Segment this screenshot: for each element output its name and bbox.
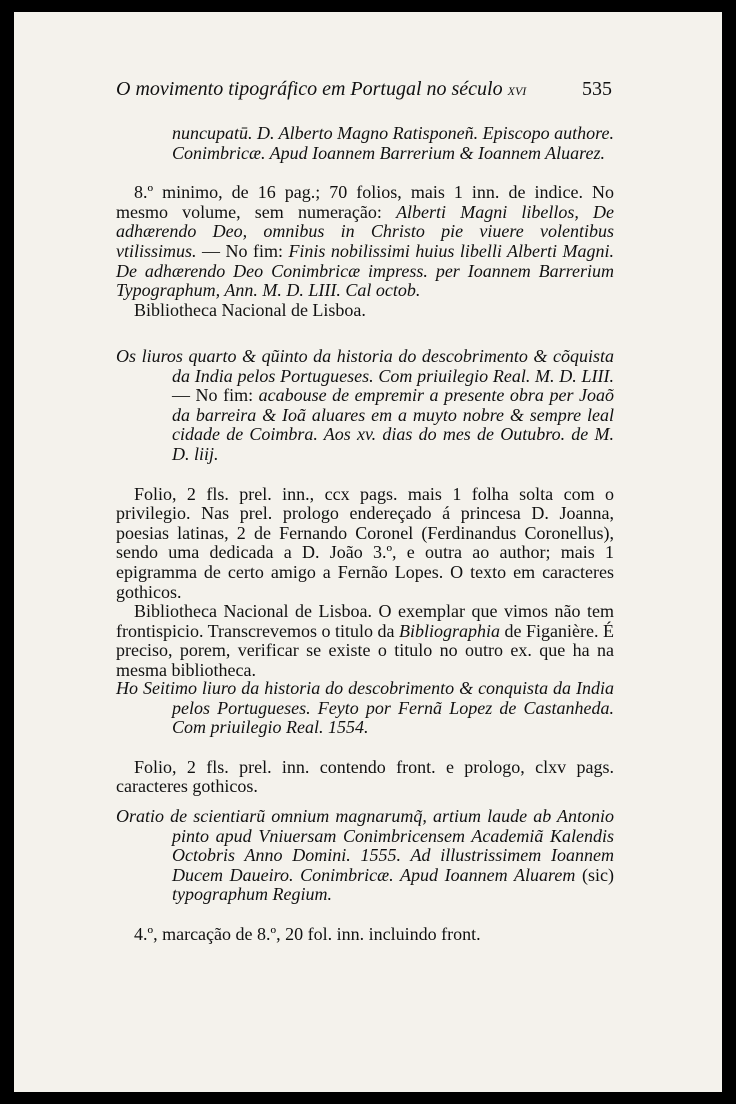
book-title: Os liuros quarto & qũinto da historia do descobrimento & cõquista da India pelos Portugueses. Com priuilegio Real. M. D. LIII. <box>116 346 614 386</box>
title-continuation: nuncupatū. D. Alberto Magno Ratisponeñ. Episcopo authore. Conimbricæ. Apud Ioannem Barrerium & Ioannem Aluarez. <box>172 123 614 163</box>
book-title-entry <box>116 347 614 465</box>
bibliographic-description: 4.º, marcação de 8.º, 20 fol. inn. incluindo front. <box>134 923 481 944</box>
entry-block-1 <box>116 124 614 320</box>
note-text-continued: de Figanière. É preciso, porem, verificar se existe o titulo no outro ex. que ha na mesma bibliotheca. <box>116 620 615 680</box>
page-number: 535 <box>582 78 612 100</box>
colophon-text: acabouse de empremir a presente obra per Joaõ da barreira & Ioã aluares em a muyto nobre & sempre leal cidade de Coimbra. Aos xv. dias do mes de Outubro. de M. D. liij. <box>172 385 615 464</box>
bibliographic-description <box>116 183 614 301</box>
sic-note: (sic) <box>582 864 615 885</box>
bibliographic-description: Folio, 2 fls. prel. inn., ccx pags. mais 1 folha solta com o privilegio. Nas prel. prologo endereçado á princesa D. Joanna, poesias latinas, 2 de Fernando Coronel (Ferdinandus Coronellus), sendo uma dedicada a D. João 3.º, e outra ao author; mais 1 epigramma de certo amigo a Fernão Lopes. O texto em caracteres gothicos. <box>116 483 614 602</box>
colophon-label: — No fim: <box>202 240 283 261</box>
century-numeral: xvi <box>507 80 527 99</box>
book-title-entry <box>116 807 614 905</box>
colophon-text: Finis nobilissimi huius libelli Alberti Magni. De adhærendo Deo Conimbricæ impress. per Ioannem Barrerium Typographum, Ann. M. D. LIII. Cal octob. <box>116 240 615 301</box>
bibliographic-description: Folio, 2 fls. prel. inn. contendo front. e prologo, clxv pags. caracteres gothicos. <box>116 756 614 797</box>
library-location: Bibliotheca Nacional de Lisboa. <box>134 299 366 320</box>
book-title: Ho Seitimo liuro da historia do descobrimento & conquista da India pelos Portugueses. Feyto por Fernã Lopez de Castanheda. Com priuilegio Real. 1554. <box>116 678 614 738</box>
format-note: 8.º minimo, de 16 pag.; 70 folios, mais 1 inn. de indice. No mesmo volume, sem numeração: <box>116 182 614 222</box>
book-title: Oratio de scientiarũ omnium magnarumq̃, artium laude ab Antonio pinto apud Vniuersam Conimbricensem Academiã Kalendis Octobris Anno Domini. 1555. Ad illustrissimem Ioannem Ducem Daueiro. Conimbricæ. Apud Ioannem Aluarem <box>116 806 614 885</box>
entry-block-3 <box>116 679 614 797</box>
latin-title: Alberti Magni libellos, De adhærendo Deo, omnibus in Christo pie viuere volentibus vtilissimus. <box>116 201 614 261</box>
book-page <box>14 12 722 1092</box>
note-text: Bibliotheca Nacional de Lisboa. O exemplar que vimos não tem frontispicio. Transcrevemos o titulo da <box>116 601 614 641</box>
library-note <box>116 602 614 680</box>
entry-block-2 <box>116 347 614 681</box>
entry-block-4 <box>116 807 614 945</box>
running-title: O movimento tipográfico em Portugal no século <box>116 78 503 100</box>
book-title-end: typographum Regium. <box>172 884 332 905</box>
cited-work: Bibliographia <box>399 620 501 641</box>
colophon-label: — No fim: <box>172 385 254 406</box>
running-header <box>116 76 612 103</box>
